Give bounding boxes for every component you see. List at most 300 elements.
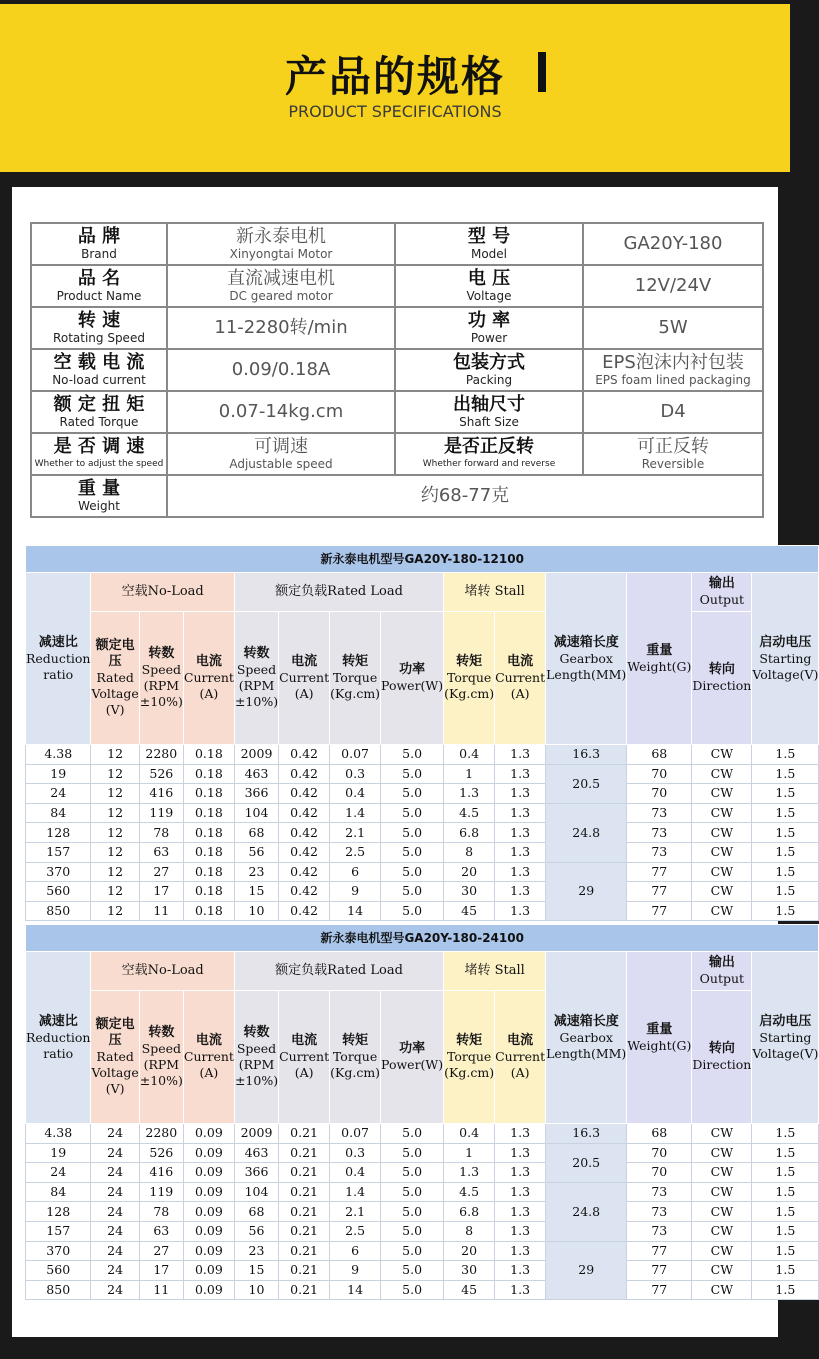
cell-ratio: 560 bbox=[26, 1261, 91, 1281]
cell-start: 1.5 bbox=[752, 784, 819, 804]
cell-start: 1.5 bbox=[752, 862, 819, 882]
spec-key-en: No-load current bbox=[52, 373, 146, 387]
col-torque-en: Torque (Kg.cm) bbox=[330, 670, 381, 701]
cell-start: 1.5 bbox=[752, 1182, 819, 1202]
cell-weight: 73 bbox=[627, 842, 692, 862]
col-stall-current bbox=[495, 991, 546, 1124]
col-direction-cn: 转向 bbox=[708, 662, 735, 677]
cell-ratio: 370 bbox=[26, 862, 91, 882]
cell-rated-current: 0.42 bbox=[279, 882, 330, 902]
cell-rated-current: 0.21 bbox=[279, 1241, 330, 1261]
cell-rated-current: 0.42 bbox=[279, 784, 330, 804]
cell-torque: 9 bbox=[330, 882, 381, 902]
cell-weight: 77 bbox=[627, 882, 692, 902]
cell-direction: CW bbox=[692, 764, 752, 784]
cell-weight: 73 bbox=[627, 803, 692, 823]
cell-stall-torque: 8 bbox=[444, 1221, 495, 1241]
cell-current: 0.09 bbox=[183, 1124, 234, 1144]
cell-rated-current: 0.21 bbox=[279, 1182, 330, 1202]
cell-start: 1.5 bbox=[752, 842, 819, 862]
cell-current: 0.09 bbox=[183, 1182, 234, 1202]
cell-torque: 0.07 bbox=[330, 745, 381, 765]
cell-power: 5.0 bbox=[381, 842, 444, 862]
col-volt-cn: 额定电压 bbox=[95, 1017, 135, 1048]
cell-start: 1.5 bbox=[752, 1221, 819, 1241]
cell-torque: 2.1 bbox=[330, 823, 381, 843]
cell-direction: CW bbox=[692, 1182, 752, 1202]
col-gearbox-en: Gearbox Length(MM) bbox=[546, 650, 627, 682]
cell-rated-speed: 23 bbox=[234, 862, 278, 882]
cell-rated-speed: 23 bbox=[234, 1241, 278, 1261]
cell-rated-current: 0.21 bbox=[279, 1124, 330, 1144]
cell-power: 5.0 bbox=[381, 1163, 444, 1183]
cell-stall-current: 1.3 bbox=[495, 823, 546, 843]
cell-current: 0.18 bbox=[183, 745, 234, 765]
spec-key bbox=[31, 223, 167, 265]
cell-rated-current: 0.42 bbox=[279, 842, 330, 862]
spec-key bbox=[395, 265, 583, 307]
col-power bbox=[381, 991, 444, 1124]
cell-speed: 526 bbox=[139, 1143, 183, 1163]
cell-rated-speed: 463 bbox=[234, 764, 278, 784]
cell-speed: 17 bbox=[139, 882, 183, 902]
cell-current: 0.09 bbox=[183, 1221, 234, 1241]
cell-torque: 2.5 bbox=[330, 1221, 381, 1241]
cell-rated-speed: 15 bbox=[234, 1261, 278, 1281]
cell-torque: 1.4 bbox=[330, 1182, 381, 1202]
col-speed bbox=[139, 991, 183, 1124]
col-weight-cn: 重量 bbox=[646, 642, 673, 658]
spec-value bbox=[167, 307, 395, 349]
header-top-strip bbox=[0, 0, 790, 4]
cell-stall-torque: 30 bbox=[444, 1261, 495, 1281]
cell-volt: 12 bbox=[91, 745, 139, 765]
col-stall-torque-cn: 转矩 bbox=[456, 1033, 483, 1048]
col-torque bbox=[330, 991, 381, 1124]
cell-volt: 12 bbox=[91, 901, 139, 921]
group-output-cn: 输出 bbox=[708, 576, 735, 591]
cell-direction: CW bbox=[692, 862, 752, 882]
col-ratio bbox=[26, 952, 91, 1124]
spec-value-cn: D4 bbox=[660, 401, 686, 422]
table-row bbox=[26, 1182, 819, 1202]
table-row bbox=[26, 823, 819, 843]
spec-key-cn: 是 否 调 速 bbox=[53, 436, 145, 457]
spec-key-en: Power bbox=[470, 331, 508, 345]
cell-direction: CW bbox=[692, 1143, 752, 1163]
table-row bbox=[26, 745, 819, 765]
cell-rated-current: 0.42 bbox=[279, 764, 330, 784]
cell-torque: 0.3 bbox=[330, 1143, 381, 1163]
col-direction bbox=[692, 612, 752, 745]
cell-direction: CW bbox=[692, 1124, 752, 1144]
cell-stall-torque: 0.4 bbox=[444, 745, 495, 765]
cell-speed: 119 bbox=[139, 803, 183, 823]
cell-ratio: 157 bbox=[26, 1221, 91, 1241]
spec-key-en: Product Name bbox=[56, 289, 142, 303]
spec-value-en: Adjustable speed bbox=[229, 457, 333, 471]
spec-key-en: Shaft Size bbox=[459, 415, 519, 429]
col-speed-cn: 转数 bbox=[148, 646, 175, 661]
table-header-row bbox=[26, 952, 819, 991]
cell-direction: CW bbox=[692, 823, 752, 843]
cell-current: 0.18 bbox=[183, 842, 234, 862]
cell-volt: 24 bbox=[91, 1221, 139, 1241]
cell-torque: 2.1 bbox=[330, 1202, 381, 1222]
cell-stall-torque: 0.4 bbox=[444, 1124, 495, 1144]
col-ratio bbox=[26, 573, 91, 745]
col-ratio-cn: 减速比 bbox=[38, 634, 78, 650]
cell-direction: CW bbox=[692, 882, 752, 902]
cell-speed: 11 bbox=[139, 1280, 183, 1300]
cell-weight: 68 bbox=[627, 745, 692, 765]
cell-speed: 27 bbox=[139, 862, 183, 882]
cell-stall-torque: 20 bbox=[444, 862, 495, 882]
spec-key bbox=[31, 265, 167, 307]
spec-table bbox=[30, 222, 764, 518]
cell-current: 0.18 bbox=[183, 803, 234, 823]
cell-speed: 416 bbox=[139, 1163, 183, 1183]
spec-value-cn: 直流减速电机 bbox=[227, 268, 335, 289]
cell-ratio: 4.38 bbox=[26, 745, 91, 765]
cell-rated-current: 0.42 bbox=[279, 862, 330, 882]
cell-current: 0.18 bbox=[183, 764, 234, 784]
col-start bbox=[752, 952, 819, 1124]
cell-weight: 70 bbox=[627, 1163, 692, 1183]
cell-ratio: 84 bbox=[26, 803, 91, 823]
col-ratio-cn: 减速比 bbox=[38, 1013, 78, 1029]
col-stall-torque bbox=[444, 612, 495, 745]
spec-value-cn: 0.09/0.18A bbox=[231, 359, 331, 380]
spec-key bbox=[395, 391, 583, 433]
col-direction bbox=[692, 991, 752, 1124]
spec-row bbox=[31, 349, 763, 391]
spec-value bbox=[167, 223, 395, 265]
cell-stall-current: 1.3 bbox=[495, 1163, 546, 1183]
cell-rated-current: 0.42 bbox=[279, 803, 330, 823]
cell-current: 0.09 bbox=[183, 1202, 234, 1222]
spec-key-cn: 电 压 bbox=[467, 268, 511, 289]
cell-power: 5.0 bbox=[381, 1261, 444, 1281]
cell-gearbox: 16.3 bbox=[546, 1124, 627, 1144]
cell-start: 1.5 bbox=[752, 901, 819, 921]
table-row bbox=[26, 882, 819, 902]
cell-current: 0.18 bbox=[183, 862, 234, 882]
col-power-cn: 功率 bbox=[399, 1041, 426, 1056]
cell-weight: 77 bbox=[627, 862, 692, 882]
cell-start: 1.5 bbox=[752, 1241, 819, 1261]
cell-current: 0.18 bbox=[183, 784, 234, 804]
cell-power: 5.0 bbox=[381, 823, 444, 843]
cell-stall-torque: 6.8 bbox=[444, 823, 495, 843]
spec-value bbox=[583, 265, 763, 307]
cell-direction: CW bbox=[692, 803, 752, 823]
cell-rated-speed: 2009 bbox=[234, 1124, 278, 1144]
cell-weight: 77 bbox=[627, 1241, 692, 1261]
cell-direction: CW bbox=[692, 784, 752, 804]
cell-volt: 24 bbox=[91, 1261, 139, 1281]
col-rated-current-cn: 电流 bbox=[291, 654, 318, 669]
table-row bbox=[26, 862, 819, 882]
cell-volt: 12 bbox=[91, 862, 139, 882]
cell-weight: 77 bbox=[627, 1261, 692, 1281]
spec-value-en: EPS foam lined packaging bbox=[595, 373, 751, 387]
spec-row bbox=[31, 265, 763, 307]
page-subtitle: PRODUCT SPECIFICATIONS bbox=[288, 102, 502, 121]
cell-stall-current: 1.3 bbox=[495, 1182, 546, 1202]
cell-rated-current: 0.21 bbox=[279, 1163, 330, 1183]
spec-value bbox=[167, 475, 763, 517]
cell-weight: 73 bbox=[627, 1221, 692, 1241]
col-weight-en: Weight(G) bbox=[627, 1037, 692, 1053]
spec-value bbox=[583, 307, 763, 349]
cell-start: 1.5 bbox=[752, 803, 819, 823]
page-title: 产品的规格 bbox=[284, 52, 505, 101]
cell-current: 0.09 bbox=[183, 1280, 234, 1300]
group-output-cn: 输出 bbox=[708, 955, 735, 970]
cell-volt: 24 bbox=[91, 1124, 139, 1144]
cell-gearbox: 20.5 bbox=[546, 1143, 627, 1182]
table-subheader-row bbox=[26, 612, 819, 745]
spec-key-cn: 是否正反转 bbox=[444, 436, 534, 457]
spec-value bbox=[167, 391, 395, 433]
cell-current: 0.09 bbox=[183, 1241, 234, 1261]
col-stall-torque-cn: 转矩 bbox=[456, 654, 483, 669]
spec-key-en: Weight bbox=[78, 499, 120, 513]
table-row bbox=[26, 1202, 819, 1222]
table-row bbox=[26, 784, 819, 804]
cell-stall-torque: 20 bbox=[444, 1241, 495, 1261]
cell-power: 5.0 bbox=[381, 1182, 444, 1202]
cell-speed: 78 bbox=[139, 1202, 183, 1222]
spec-value-en: Reversible bbox=[641, 457, 705, 471]
cell-ratio: 157 bbox=[26, 842, 91, 862]
spec-value-cn: 5W bbox=[658, 317, 688, 338]
cell-rated-speed: 463 bbox=[234, 1143, 278, 1163]
col-start-en: Starting Voltage(V) bbox=[752, 650, 819, 682]
cell-stall-current: 1.3 bbox=[495, 1221, 546, 1241]
cell-power: 5.0 bbox=[381, 1202, 444, 1222]
col-stall-current bbox=[495, 612, 546, 745]
cell-rated-speed: 68 bbox=[234, 823, 278, 843]
col-stall-current-en: Current (A) bbox=[495, 670, 546, 701]
cell-speed: 63 bbox=[139, 842, 183, 862]
col-power bbox=[381, 612, 444, 745]
header-divider bbox=[0, 170, 400, 172]
col-power-en: Power(W) bbox=[381, 1057, 444, 1072]
col-stall-current-cn: 电流 bbox=[507, 654, 534, 669]
cell-torque: 1.4 bbox=[330, 803, 381, 823]
spec-row-weight bbox=[31, 475, 763, 517]
cell-current: 0.18 bbox=[183, 882, 234, 902]
cell-ratio: 4.38 bbox=[26, 1124, 91, 1144]
cell-torque: 6 bbox=[330, 1241, 381, 1261]
cell-start: 1.5 bbox=[752, 764, 819, 784]
cell-direction: CW bbox=[692, 1163, 752, 1183]
cell-power: 5.0 bbox=[381, 901, 444, 921]
table-header-row bbox=[26, 573, 819, 612]
col-rated-speed-en: Speed (RPM ±10%) bbox=[234, 1041, 279, 1088]
cell-volt: 12 bbox=[91, 803, 139, 823]
table-row bbox=[26, 842, 819, 862]
col-current-en: Current (A) bbox=[183, 1049, 234, 1080]
col-rated-speed bbox=[234, 991, 278, 1124]
table-caption-row bbox=[26, 546, 819, 573]
spec-key bbox=[31, 475, 167, 517]
cell-gearbox: 29 bbox=[546, 862, 627, 921]
cell-start: 1.5 bbox=[752, 1280, 819, 1300]
cell-ratio: 128 bbox=[26, 823, 91, 843]
cell-stall-current: 1.3 bbox=[495, 1261, 546, 1281]
group-output bbox=[692, 952, 752, 991]
cell-start: 1.5 bbox=[752, 1143, 819, 1163]
col-weight bbox=[627, 952, 692, 1124]
spec-value bbox=[167, 265, 395, 307]
cell-stall-torque: 4.5 bbox=[444, 803, 495, 823]
col-current-en: Current (A) bbox=[183, 670, 234, 701]
spec-data-table-12v bbox=[25, 545, 819, 921]
cell-rated-speed: 2009 bbox=[234, 745, 278, 765]
cell-current: 0.18 bbox=[183, 901, 234, 921]
cell-stall-torque: 8 bbox=[444, 842, 495, 862]
spec-row bbox=[31, 223, 763, 265]
cell-rated-current: 0.21 bbox=[279, 1143, 330, 1163]
cell-direction: CW bbox=[692, 1241, 752, 1261]
table-row bbox=[26, 1261, 819, 1281]
spec-value bbox=[583, 391, 763, 433]
cell-ratio: 370 bbox=[26, 1241, 91, 1261]
cell-stall-torque: 30 bbox=[444, 882, 495, 902]
col-stall-current-en: Current (A) bbox=[495, 1049, 546, 1080]
cell-rated-current: 0.42 bbox=[279, 901, 330, 921]
table-caption: 新永泰电机型号GA20Y-180-24100 bbox=[26, 925, 819, 952]
col-volt-cn: 额定电压 bbox=[95, 638, 135, 669]
col-ratio-en: Reduction ratio bbox=[26, 1029, 91, 1061]
spec-value bbox=[167, 433, 395, 475]
spec-key bbox=[395, 223, 583, 265]
spec-data-table-24v bbox=[25, 924, 819, 1300]
spec-row bbox=[31, 391, 763, 433]
spec-value bbox=[167, 349, 395, 391]
cell-start: 1.5 bbox=[752, 823, 819, 843]
spec-key-en: Whether forward and reverse bbox=[422, 459, 556, 469]
cell-stall-current: 1.3 bbox=[495, 1143, 546, 1163]
spec-key bbox=[31, 349, 167, 391]
cell-rated-speed: 104 bbox=[234, 803, 278, 823]
table-caption: 新永泰电机型号GA20Y-180-12100 bbox=[26, 546, 819, 573]
col-torque-cn: 转矩 bbox=[342, 654, 369, 669]
cell-torque: 0.3 bbox=[330, 764, 381, 784]
cell-power: 5.0 bbox=[381, 882, 444, 902]
spec-key-en: Model bbox=[470, 247, 508, 261]
cell-stall-torque: 1 bbox=[444, 764, 495, 784]
cell-current: 0.18 bbox=[183, 823, 234, 843]
table-row bbox=[26, 1143, 819, 1163]
spec-value bbox=[583, 433, 763, 475]
spec-key-en: Packing bbox=[465, 373, 513, 387]
col-weight-en: Weight(G) bbox=[627, 658, 692, 674]
col-speed-cn: 转数 bbox=[148, 1025, 175, 1040]
cell-speed: 2280 bbox=[139, 745, 183, 765]
cell-volt: 12 bbox=[91, 764, 139, 784]
col-speed-en: Speed (RPM ±10%) bbox=[139, 662, 183, 709]
col-start-en: Starting Voltage(V) bbox=[752, 1029, 819, 1061]
cell-rated-speed: 366 bbox=[234, 784, 278, 804]
cell-stall-torque: 45 bbox=[444, 901, 495, 921]
cell-stall-current: 1.3 bbox=[495, 842, 546, 862]
spec-value-cn: 可调速 bbox=[254, 436, 308, 457]
cell-start: 1.5 bbox=[752, 1261, 819, 1281]
cell-speed: 526 bbox=[139, 764, 183, 784]
group-rated: 额定负载Rated Load bbox=[234, 573, 443, 612]
group-noload: 空载No-Load bbox=[91, 573, 234, 612]
cell-volt: 24 bbox=[91, 1202, 139, 1222]
cell-direction: CW bbox=[692, 1280, 752, 1300]
col-volt bbox=[91, 991, 139, 1124]
cell-volt: 24 bbox=[91, 1182, 139, 1202]
cell-torque: 6 bbox=[330, 862, 381, 882]
cell-ratio: 19 bbox=[26, 764, 91, 784]
table-row bbox=[26, 1280, 819, 1300]
spec-key-en: Rated Torque bbox=[59, 415, 139, 429]
cell-rated-current: 0.42 bbox=[279, 745, 330, 765]
cell-volt: 12 bbox=[91, 882, 139, 902]
group-rated: 额定负载Rated Load bbox=[234, 952, 443, 991]
cell-ratio: 84 bbox=[26, 1182, 91, 1202]
spec-key-cn: 空 载 电 流 bbox=[53, 352, 145, 373]
spec-value-cn: 12V/24V bbox=[634, 275, 712, 296]
cell-ratio: 560 bbox=[26, 882, 91, 902]
cell-stall-current: 1.3 bbox=[495, 784, 546, 804]
table-row bbox=[26, 764, 819, 784]
col-volt bbox=[91, 612, 139, 745]
title-accent-bar bbox=[538, 52, 546, 92]
table-row bbox=[26, 803, 819, 823]
cell-start: 1.5 bbox=[752, 882, 819, 902]
col-direction-en: Direction bbox=[692, 1057, 752, 1072]
cell-direction: CW bbox=[692, 1221, 752, 1241]
col-power-cn: 功率 bbox=[399, 662, 426, 677]
cell-stall-current: 1.3 bbox=[495, 1202, 546, 1222]
col-current-cn: 电流 bbox=[195, 654, 222, 669]
col-rated-current-en: Current (A) bbox=[279, 1049, 330, 1080]
cell-start: 1.5 bbox=[752, 745, 819, 765]
col-rated-current bbox=[279, 612, 330, 745]
spec-value-en: Xinyongtai Motor bbox=[229, 247, 333, 261]
spec-value-cn: EPS泡沫内衬包装 bbox=[602, 352, 744, 373]
cell-direction: CW bbox=[692, 901, 752, 921]
group-stall: 堵转 Stall bbox=[444, 573, 546, 612]
cell-weight: 73 bbox=[627, 1182, 692, 1202]
spec-key bbox=[31, 433, 167, 475]
cell-gearbox: 20.5 bbox=[546, 764, 627, 803]
group-output-en: Output bbox=[699, 971, 745, 986]
cell-power: 5.0 bbox=[381, 1143, 444, 1163]
col-speed bbox=[139, 612, 183, 745]
table-row bbox=[26, 1221, 819, 1241]
cell-stall-current: 1.3 bbox=[495, 862, 546, 882]
col-current bbox=[183, 612, 234, 745]
cell-power: 5.0 bbox=[381, 1280, 444, 1300]
spec-key-cn: 出轴尺寸 bbox=[453, 394, 525, 415]
col-rated-current-cn: 电流 bbox=[291, 1033, 318, 1048]
spec-row bbox=[31, 307, 763, 349]
spec-value-cn: 0.07-14kg.cm bbox=[218, 401, 344, 422]
cell-stall-torque: 45 bbox=[444, 1280, 495, 1300]
cell-rated-speed: 15 bbox=[234, 882, 278, 902]
col-gearbox-en: Gearbox Length(MM) bbox=[546, 1029, 627, 1061]
cell-stall-current: 1.3 bbox=[495, 901, 546, 921]
